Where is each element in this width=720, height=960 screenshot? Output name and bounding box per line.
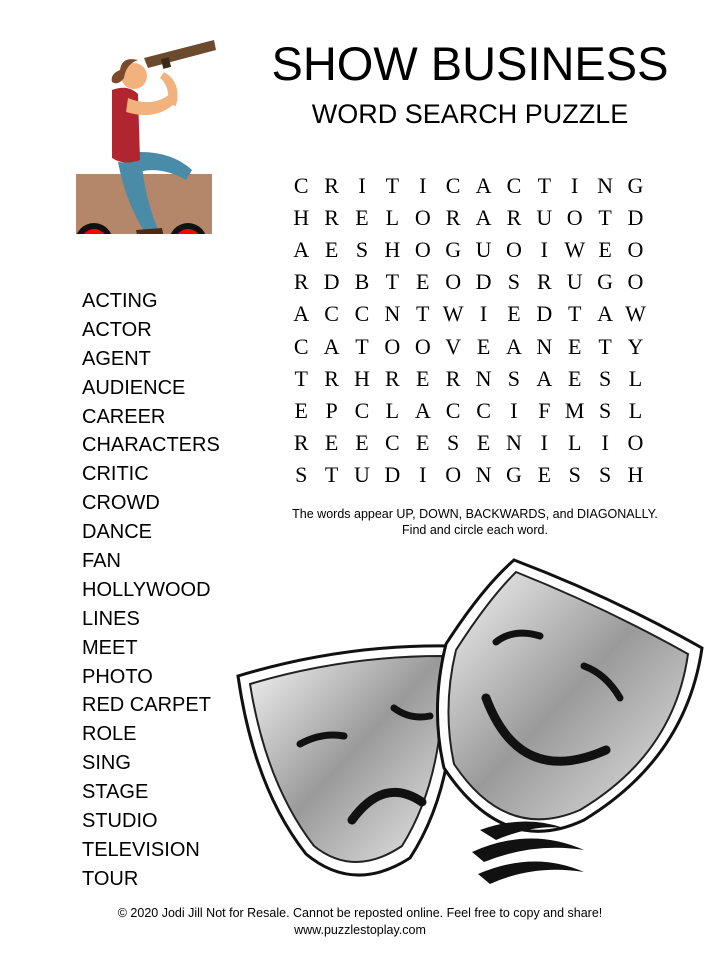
- grid-cell: D: [536, 301, 553, 327]
- grid-cell: I: [510, 397, 518, 423]
- grid-cell: F: [538, 397, 551, 423]
- grid-cell: G: [597, 269, 614, 295]
- grid-cell: S: [447, 429, 460, 455]
- grid-cell: A: [475, 205, 492, 231]
- grid-cell: E: [355, 429, 369, 455]
- grid-cell: D: [384, 461, 401, 487]
- grid-cell: O: [414, 333, 431, 359]
- footer: [0, 905, 720, 939]
- grid-row: [286, 266, 651, 298]
- word-list-item: DANCE: [82, 521, 153, 544]
- grid-cell: T: [385, 173, 400, 199]
- grid-cell: O: [627, 429, 644, 455]
- grid-cell: H: [293, 205, 310, 231]
- grid-cell: I: [571, 173, 579, 199]
- grid-cell: E: [476, 333, 491, 359]
- grid-cell: C: [293, 333, 309, 359]
- grid-cell: E: [537, 461, 552, 487]
- grid-cell: E: [355, 205, 369, 231]
- grid-cell: O: [505, 237, 522, 263]
- word-list-item: RED CARPET: [82, 694, 211, 717]
- grid-row: [286, 202, 651, 234]
- grid-cell: I: [358, 173, 366, 199]
- grid-cell: Y: [627, 333, 644, 359]
- grid-cell: I: [419, 173, 427, 199]
- grid-cell: L: [385, 397, 400, 423]
- grid-cell: M: [564, 397, 585, 423]
- grid-cell: R: [506, 205, 522, 231]
- grid-cell: C: [476, 397, 491, 423]
- grid-cell: H: [627, 461, 644, 487]
- grid-cell: T: [598, 333, 612, 359]
- grid-cell: O: [445, 269, 462, 295]
- grid-cell: T: [537, 173, 552, 199]
- grid-cell: R: [324, 205, 339, 231]
- grid-cell: A: [597, 301, 614, 327]
- grid-cell: L: [628, 365, 643, 391]
- grid-cell: B: [354, 269, 370, 295]
- grid-row: [286, 363, 651, 395]
- grid-cell: I: [540, 237, 548, 263]
- grid-cell: D: [627, 205, 644, 231]
- grid-cell: A: [505, 333, 522, 359]
- grid-cell: C: [445, 173, 461, 199]
- word-list-item: CROWD: [82, 492, 160, 515]
- grid-cell: G: [505, 461, 522, 487]
- grid-cell: C: [506, 173, 522, 199]
- word-list-item: HOLLYWOOD: [82, 578, 211, 601]
- website-link[interactable]: www.puzzlestoplay.com: [294, 923, 426, 937]
- word-list-item: ACTOR: [82, 318, 152, 341]
- grid-cell: R: [293, 269, 309, 295]
- grid-cell: U: [566, 269, 583, 295]
- grid-cell: U: [354, 461, 370, 487]
- grid-cell: T: [294, 365, 308, 391]
- grid-cell: S: [598, 365, 612, 391]
- grid-cell: W: [625, 301, 646, 327]
- grid-cell: E: [476, 429, 491, 455]
- grid-cell: T: [567, 301, 582, 327]
- grid-cell: A: [536, 365, 553, 391]
- grid-cell: C: [354, 301, 370, 327]
- grid-cell: G: [627, 173, 644, 199]
- grid-cell: I: [540, 429, 548, 455]
- grid-cell: O: [627, 269, 644, 295]
- grid-cell: I: [419, 461, 427, 487]
- grid-cell: O: [445, 461, 462, 487]
- word-list-item: SING: [82, 752, 131, 775]
- grid-cell: E: [324, 429, 339, 455]
- grid-cell: O: [627, 237, 644, 263]
- grid-cell: H: [354, 365, 370, 391]
- grid-cell: I: [479, 301, 488, 327]
- grid-cell: W: [564, 237, 586, 263]
- page-title: SHOW BUSINESS: [271, 37, 669, 90]
- grid-cell: T: [324, 461, 339, 487]
- grid-cell: T: [385, 269, 400, 295]
- grid-cell: C: [324, 301, 339, 327]
- grid-cell: S: [598, 461, 612, 487]
- grid-cell: E: [567, 365, 582, 391]
- grid-cell: I: [601, 429, 609, 455]
- grid-cell: E: [324, 237, 339, 263]
- grid-cell: O: [384, 333, 401, 359]
- grid-cell: N: [475, 365, 492, 391]
- word-list-item: CRITIC: [82, 463, 149, 486]
- word-list-item: TOUR: [82, 867, 139, 890]
- grid-cell: D: [323, 269, 340, 295]
- grid-cell: N: [536, 333, 553, 359]
- grid-row: [286, 427, 651, 459]
- word-list-item: ACTING: [82, 290, 158, 312]
- grid-cell: A: [323, 333, 340, 359]
- grid-cell: R: [293, 429, 309, 455]
- word-list-item: AUDIENCE: [82, 376, 186, 399]
- grid-cell: L: [567, 429, 582, 455]
- grid-cell: G: [445, 237, 462, 263]
- grid-row: [286, 298, 651, 330]
- instructions-line-2: Find and circle each word.: [402, 523, 548, 537]
- grid-cell: C: [385, 429, 400, 455]
- grid-row: [286, 459, 651, 491]
- word-list-item: ROLE: [82, 723, 137, 746]
- word-list-item: TELEVISION: [82, 838, 200, 861]
- grid-cell: A: [414, 397, 431, 423]
- grid-cell: L: [385, 205, 400, 231]
- grid-row: [286, 330, 651, 362]
- grid-cell: N: [475, 461, 492, 487]
- grid-cell: W: [442, 301, 464, 327]
- grid-cell: N: [505, 429, 522, 455]
- grid-cell: E: [416, 365, 430, 391]
- grid-row: [286, 234, 651, 266]
- grid-cell: E: [598, 237, 612, 263]
- word-list-item: MEET: [82, 636, 138, 659]
- word-list: [82, 287, 220, 894]
- grid-cell: O: [566, 205, 583, 231]
- word-list-item: FAN: [82, 550, 121, 573]
- grid-row: [286, 170, 651, 202]
- grid-cell: R: [324, 365, 339, 391]
- grid-cell: L: [628, 397, 643, 423]
- grid-cell: S: [568, 461, 581, 487]
- grid-cell: E: [507, 301, 521, 327]
- grid-cell: E: [567, 333, 582, 359]
- grid-cell: C: [293, 173, 309, 199]
- copyright-text: © 2020 Jodi Jill Not for Resale. Cannot be reposted online. Feel free to copy and share!: [117, 906, 603, 920]
- word-list-item: CAREER: [82, 405, 166, 428]
- word-list-item: CHARACTERS: [82, 434, 220, 457]
- word-list-item: PHOTO: [82, 665, 153, 688]
- word-list-item: AGENT: [82, 347, 151, 370]
- letter-grid: [286, 170, 651, 491]
- grid-cell: T: [416, 301, 430, 327]
- grid-cell: H: [384, 237, 401, 263]
- grid-cell: A: [475, 173, 492, 199]
- instructions-line-1: The words appear UP, DOWN, BACKWARDS, and DIAGONALLY.: [292, 507, 658, 521]
- person-with-telescope-on-cart-icon: [66, 34, 226, 234]
- grid-cell: S: [598, 397, 612, 423]
- word-list-item: STUDIO: [82, 810, 158, 833]
- grid-cell: R: [536, 269, 552, 295]
- grid-cell: N: [597, 173, 614, 199]
- grid-cell: V: [445, 333, 462, 359]
- grid-cell: N: [384, 301, 401, 327]
- grid-cell: U: [475, 237, 492, 263]
- grid-cell: O: [414, 237, 431, 263]
- grid-cell: A: [293, 237, 310, 263]
- grid-cell: C: [354, 397, 370, 423]
- grid-cell: U: [536, 205, 553, 231]
- grid-cell: S: [295, 461, 308, 487]
- word-list-item: LINES: [82, 607, 140, 630]
- grid-cell: E: [416, 429, 430, 455]
- grid-cell: R: [445, 205, 461, 231]
- word-list-item: STAGE: [82, 781, 149, 804]
- grid-cell: C: [445, 397, 461, 423]
- instructions: [260, 506, 690, 538]
- grid-cell: R: [445, 365, 461, 391]
- grid-cell: E: [294, 397, 308, 423]
- grid-cell: O: [414, 205, 431, 231]
- grid-cell: A: [293, 301, 310, 327]
- grid-row: [286, 395, 651, 427]
- grid-cell: D: [475, 269, 492, 295]
- grid-cell: E: [416, 269, 430, 295]
- grid-cell: T: [355, 333, 369, 359]
- theater-masks-icon: [234, 558, 714, 898]
- grid-cell: T: [598, 205, 612, 231]
- grid-cell: S: [355, 237, 369, 263]
- grid-cell: R: [385, 365, 400, 391]
- grid-cell: S: [507, 269, 521, 295]
- grid-cell: R: [324, 173, 339, 199]
- grid-cell: S: [507, 365, 521, 391]
- grid-cell: P: [325, 397, 338, 423]
- page-subtitle: WORD SEARCH PUZZLE: [311, 99, 629, 129]
